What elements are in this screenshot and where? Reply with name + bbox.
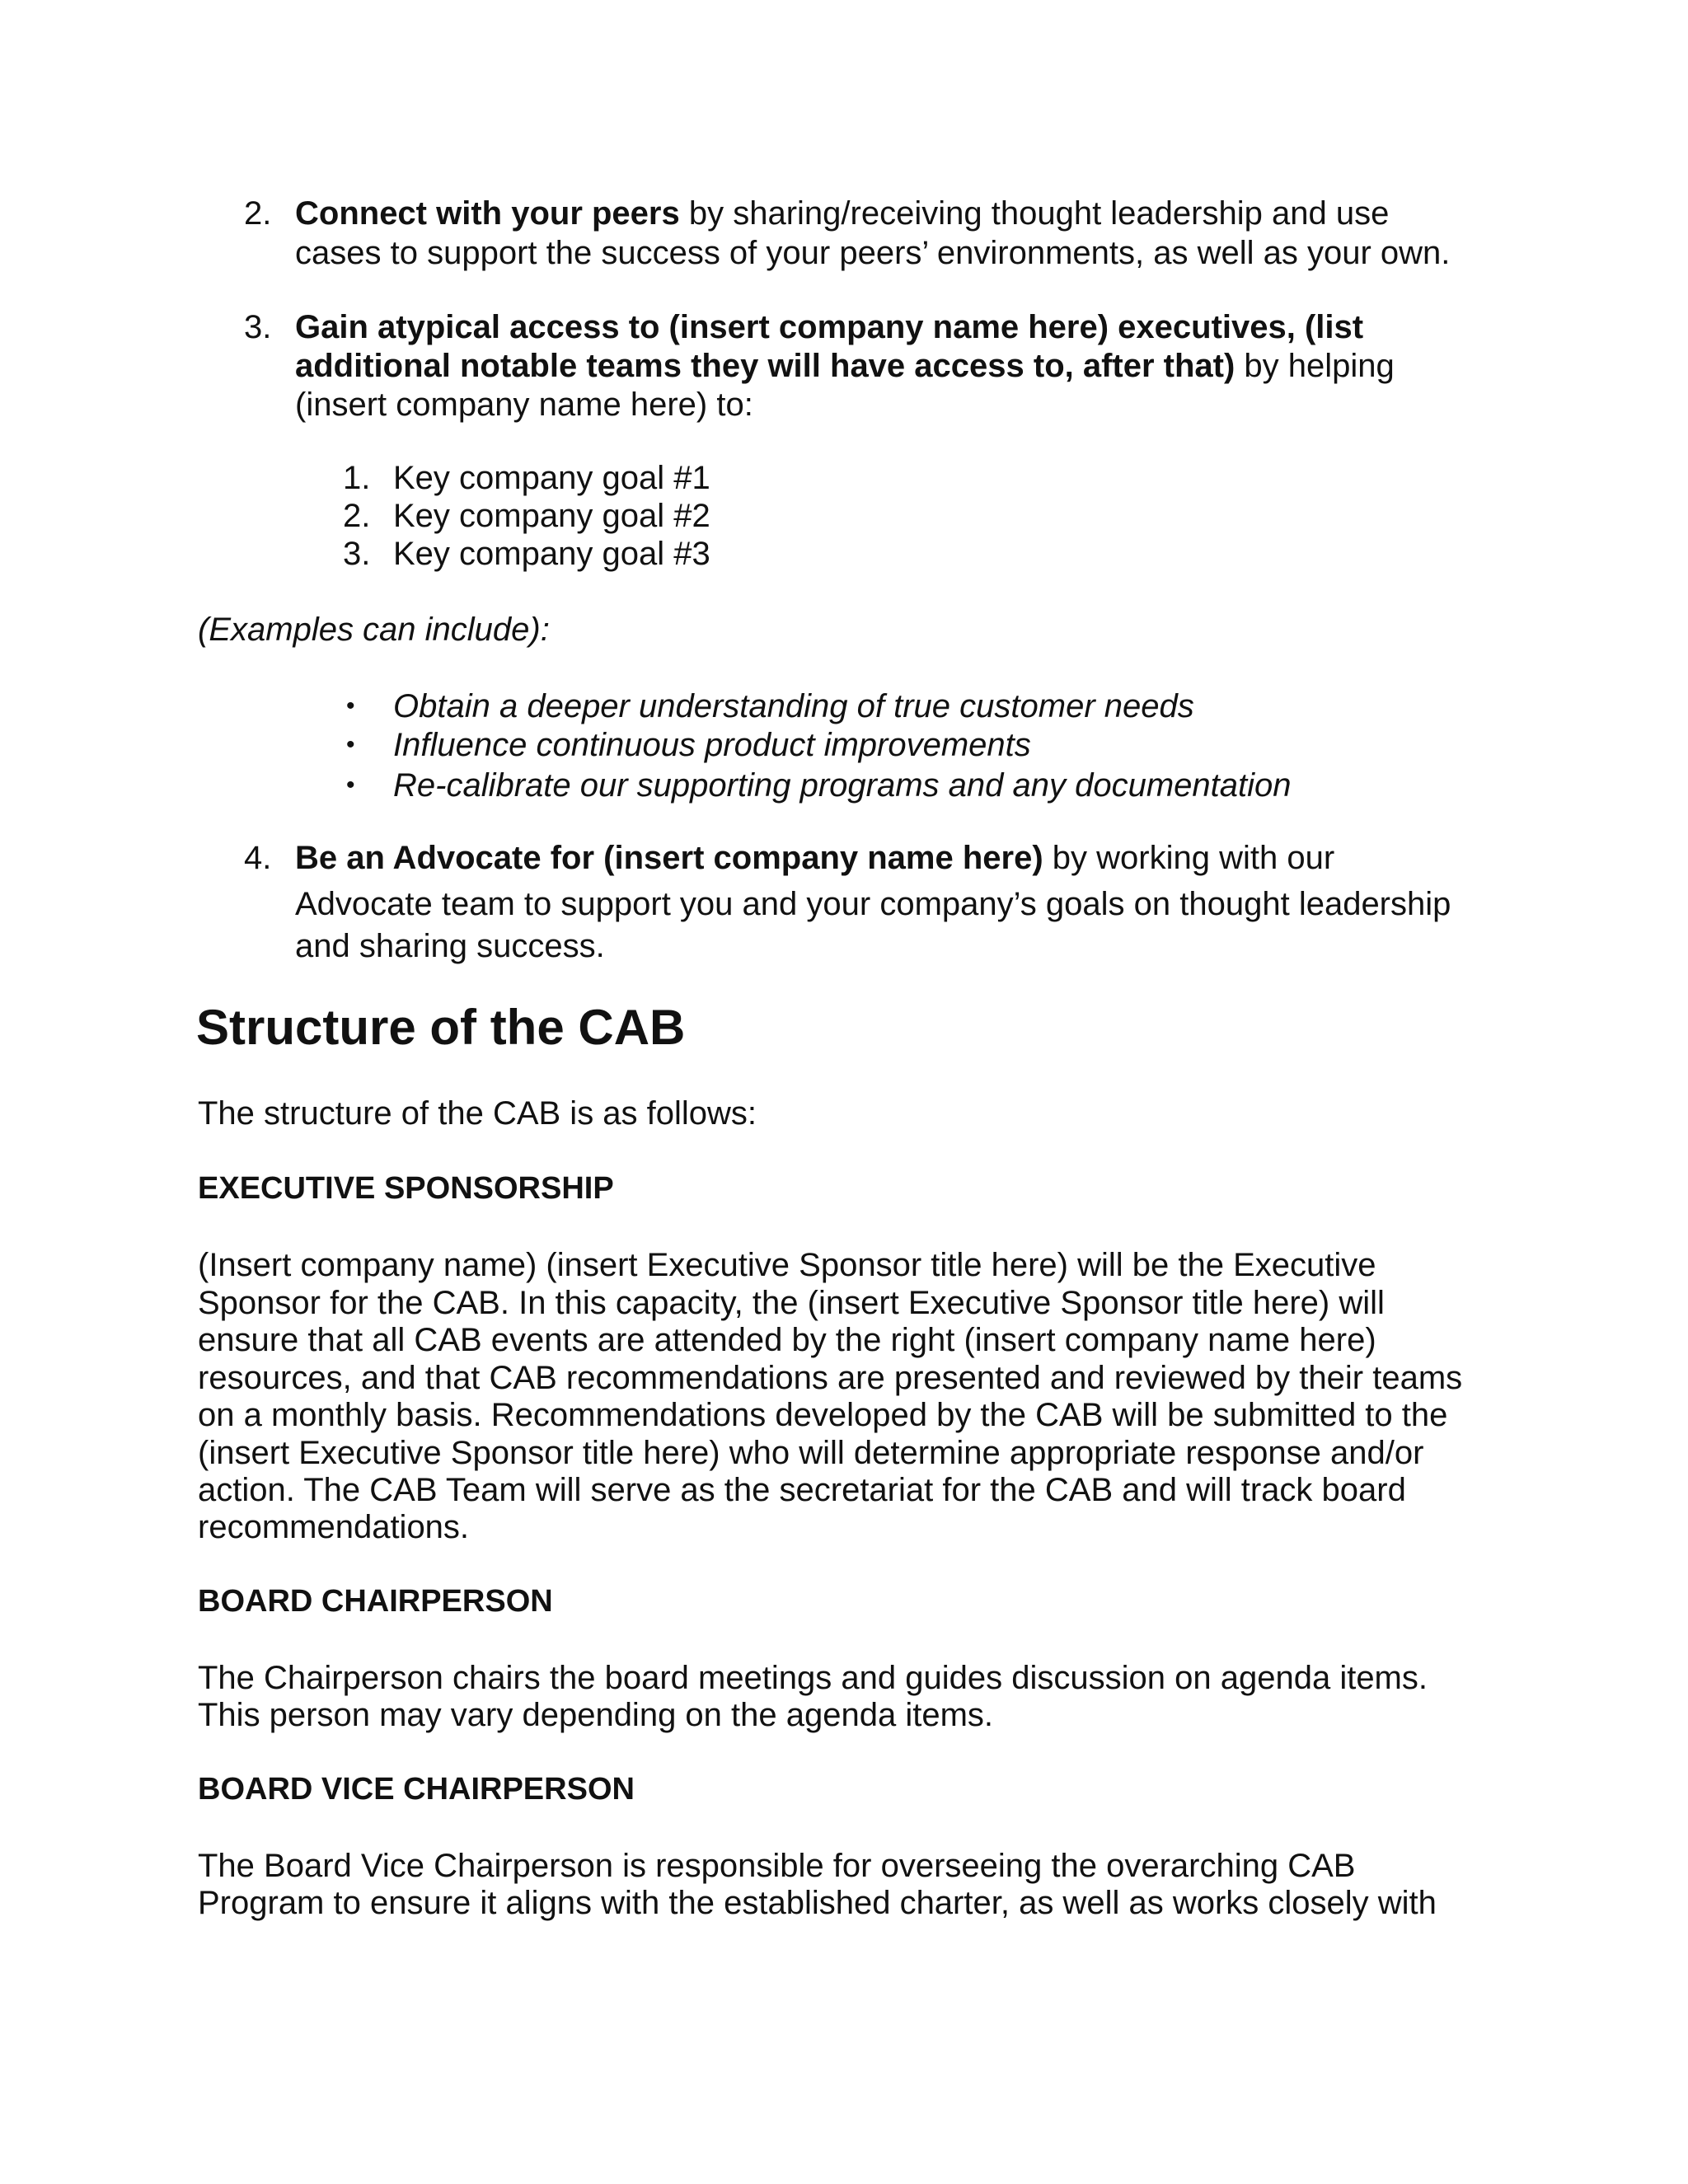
list-item-4-line-1 (295, 839, 1334, 877)
paragraph-line: ensure that all CAB events are attended by the right (insert company name here) (198, 1322, 1376, 1358)
subsection-title: BOARD VICE CHAIRPERSON (198, 1772, 635, 1807)
subsection-title: BOARD CHAIRPERSON (198, 1584, 553, 1619)
paragraph-line: The Chairperson chairs the board meetings and guides discussion on agenda items. (198, 1660, 1428, 1696)
paragraph-line: resources, and that CAB recommendations are presented and reviewed by their teams (198, 1360, 1463, 1396)
sub-list-item: Key company goal #2 (393, 498, 710, 534)
list-item-2-bold: Connect with your peers (295, 195, 680, 232)
section-heading: Structure of the CAB (196, 1000, 686, 1055)
list-item-3-line-3: (insert company name here) to: (295, 387, 753, 423)
list-item-3-rest: by helping (1235, 348, 1395, 384)
list-item-4-bold: Be an Advocate for (insert company name here) (295, 840, 1043, 876)
paragraph-line: Program to ensure it aligns with the established charter, as well as works closely with (198, 1885, 1437, 1921)
subsection-title: EXECUTIVE SPONSORSHIP (198, 1171, 614, 1206)
list-item-2-line-2: cases to support the success of your peers’ environments, as well as your own. (295, 235, 1451, 271)
bullet-icon: • (346, 771, 355, 799)
paragraph-line: on a monthly basis. Recommendations developed by the CAB will be submitted to the (198, 1397, 1448, 1433)
sub-list-number: 1. (343, 460, 371, 496)
sub-list-number: 2. (343, 498, 371, 534)
paragraph-line: (Insert company name) (insert Executive Sponsor title here) will be the Executive (198, 1247, 1376, 1283)
paragraph-line: action. The CAB Team will serve as the secretariat for the CAB and will track board (198, 1472, 1406, 1508)
paragraph-line: This person may vary depending on the agenda items. (198, 1697, 994, 1733)
list-item-2-rest: by sharing/receiving thought leadership and use (679, 195, 1390, 232)
examples-intro: (Examples can include): (198, 612, 550, 648)
sub-list-item: Key company goal #3 (393, 536, 710, 572)
list-number: 3. (244, 309, 272, 345)
bullet-icon: • (346, 731, 355, 758)
list-item-2-line-1 (295, 194, 1389, 232)
list-item-3-line-1: Gain atypical access to (insert company name here) executives, (list (295, 309, 1364, 345)
example-bullet-item: Obtain a deeper understanding of true customer needs (393, 688, 1194, 724)
paragraph-line: recommendations. (198, 1509, 470, 1545)
list-item-4-line-3: and sharing success. (295, 928, 605, 964)
sub-list-number: 3. (343, 536, 371, 572)
list-number: 4. (244, 840, 272, 876)
paragraph-line: The Board Vice Chairperson is responsible for overseeing the overarching CAB (198, 1848, 1356, 1884)
paragraph-line: Sponsor for the CAB. In this capacity, the (insert Executive Sponsor title here) will (198, 1285, 1385, 1321)
sub-list-item: Key company goal #1 (393, 460, 710, 496)
structure-intro: The structure of the CAB is as follows: (198, 1095, 757, 1132)
list-item-3-line-2 (295, 347, 1395, 385)
list-item-4-rest: by working with our (1043, 840, 1335, 876)
list-item-3-bold: additional notable teams they will have access to, after that) (295, 348, 1236, 384)
example-bullet-item: Re-calibrate our supporting programs and any documentation (393, 767, 1292, 804)
list-number: 2. (244, 195, 272, 232)
bullet-icon: • (346, 692, 355, 719)
example-bullet-item: Influence continuous product improvements (393, 727, 1031, 763)
list-item-4-line-2: Advocate team to support you and your company’s goals on thought leadership (295, 886, 1451, 922)
paragraph-line: (insert Executive Sponsor title here) who will determine appropriate response and/or (198, 1435, 1424, 1471)
